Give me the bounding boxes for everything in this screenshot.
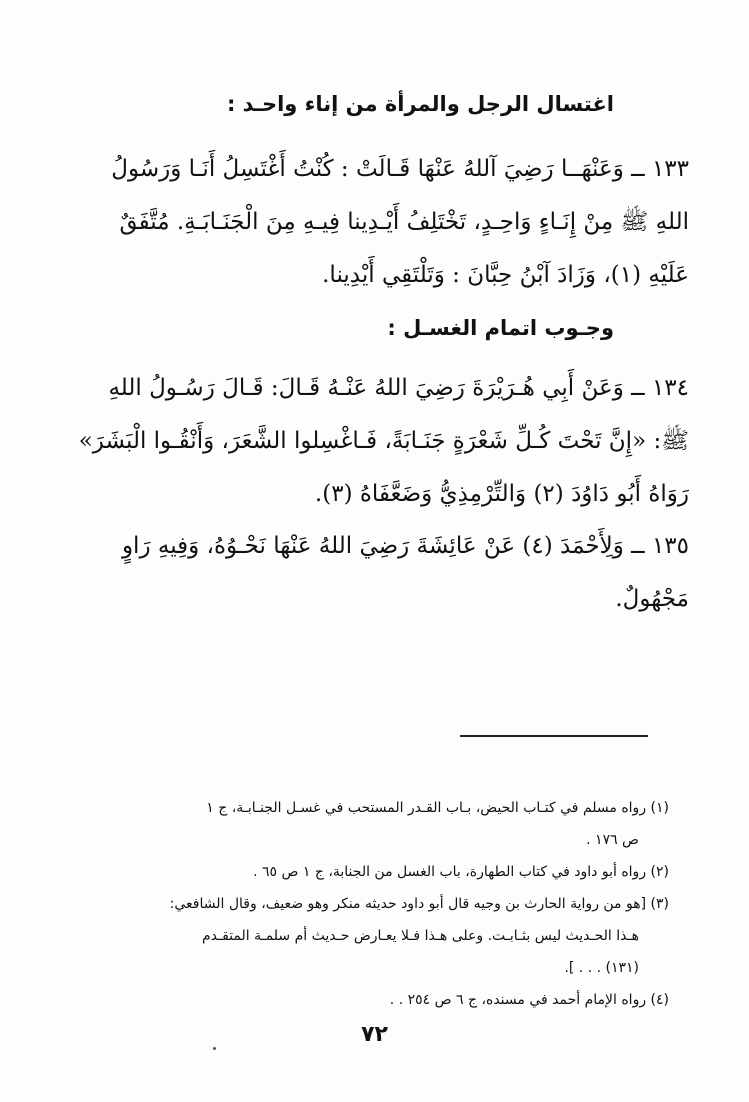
text-line: ١٣٥ ــ وَلِأَحْمَدَ (٤) عَنْ عَائِشَةَ رَضِيَ اللهُ عَنْهَا نَحْـوُهُ، وَفِيهِ رَاوٍ [121, 533, 689, 559]
hadith-133-paragraph [59, 143, 689, 302]
footnote-4 [69, 984, 669, 1016]
footnote-line: (١) رواه مسلم في كتـاب الحيض، بـاب القـدر المستحب في غسـل الجنـابـة، ج ١ [206, 800, 669, 816]
text-line: عَلَيْهِ (١)، وَزَادَ آبْنُ حِبَّانَ : وَتَلْتَقِي أَيْدِينا. [322, 262, 689, 288]
footnote-separator [460, 735, 648, 737]
footnote-line: (٣) [هو من رواية الحارث بن وجيه قال أبو داود حديثه منكر وهو ضعيف، وقال الشافعي: [169, 896, 669, 912]
text-line: ﷺ: «إِنَّ تَحْتَ كُـلِّ شَعْرَةٍ جَنَـابَةً، فَـاغْسِلوا الشَّعَرَ، وَأَنْقُـوا الْبَشَرَ» [78, 428, 689, 454]
footnote-1 [69, 792, 669, 856]
footnote-2 [69, 856, 669, 888]
footnote-line: ص ١٧٦ . [586, 832, 639, 848]
hadith-135-paragraph [59, 520, 689, 626]
section-heading-complete-ghusl: وجـوب اتمام الغسـل : [387, 316, 614, 340]
footnote-3 [69, 888, 669, 984]
footnote-line: هـذا الحـديث ليس بثـابـت. وعلى هـذا فـلا يعـارض حـديث أم سلمـة المتقـدم [201, 928, 639, 944]
text-line: اللهِ ﷺ مِنْ إِنَـاءٍ وَاحِـدٍ، تَخْتَلِفُ أَيْـدِينا فِيـهِ مِنَ الْجَنَـابَـةِ. مُتَّفَقٌ [119, 209, 689, 235]
footnote-line: (٤) رواه الإمام أحمد في مسنده، ج ٦ ص ٢٥٤ . . [389, 992, 669, 1008]
section-heading-ghusl-together: اغتسال الرجل والمرأة من إناء واحـد : [226, 92, 614, 116]
text-line: مَجْهُولٌ. [615, 586, 689, 612]
print-speck [213, 1047, 216, 1050]
text-line: ١٣٣ ــ وَعَنْهَــا رَضِيَ آللهُ عَنْهَا قَـالَتْ : كُنْتُ أَغْتَسِلُ أَنَـا وَرَسُولُ [111, 156, 689, 182]
hadith-134-paragraph [59, 362, 689, 521]
footnote-line: (١٣١) . . . ]. [564, 960, 639, 976]
text-line: ١٣٤ ــ وَعَنْ أَبِي هُـرَيْرَةَ رَضِيَ اللهُ عَنْـهُ قَـالَ: قَـالَ رَسُـولُ اللهِ [108, 375, 689, 401]
text-line: رَوَاهُ أَبُو دَاوُدَ (٢) وَالتِّرْمِذِيُّ وَضَعَّفَاهُ (٣). [314, 481, 689, 507]
footnotes [69, 792, 669, 1016]
page-number: ٧٢ [361, 1022, 388, 1047]
footnote-line: (٢) رواه أبو داود في كتاب الطهارة، باب الغسل من الجنابة، ج ١ ص ٦٥ . [253, 864, 669, 880]
